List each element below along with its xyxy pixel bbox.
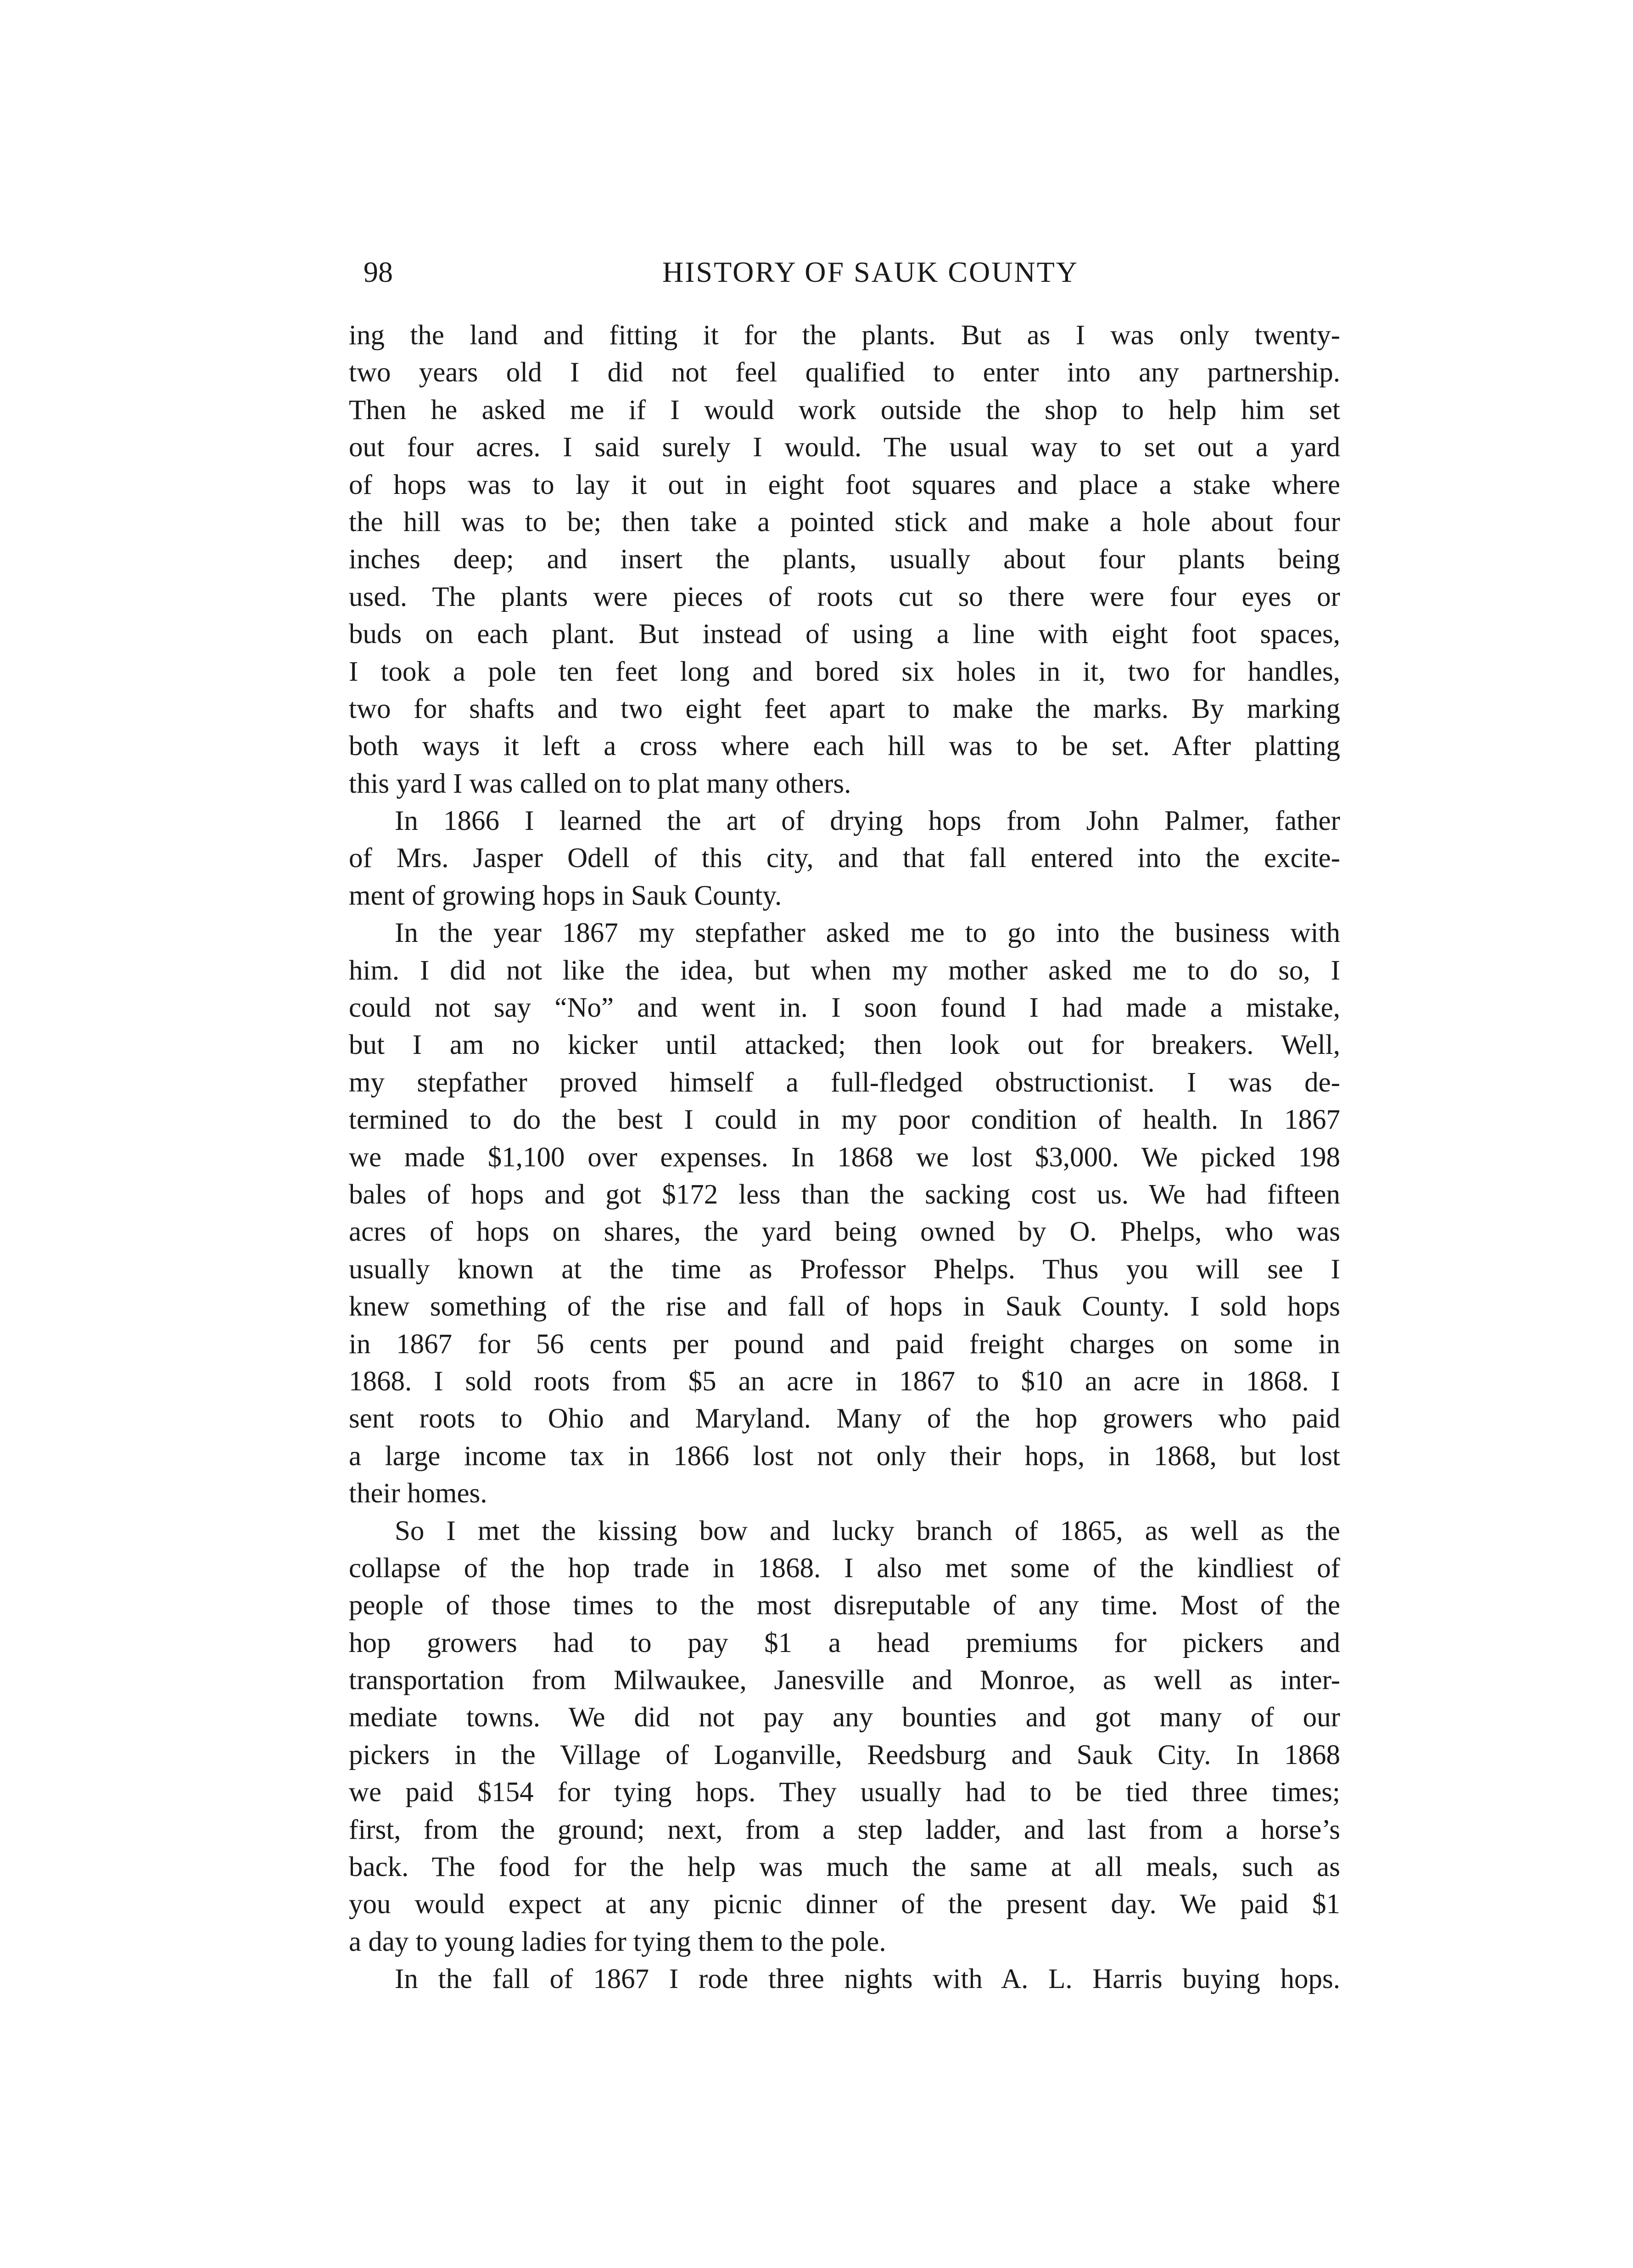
text-line: could not say “No” and went in. I soon found I had made a mistake,: [349, 992, 1340, 1024]
text-line: this yard I was called on to plat many others.: [349, 768, 851, 799]
paragraph-first-line: In the year 1867 my stepfather asked me to go into the business with: [395, 918, 1340, 949]
text-line: knew something of the rise and fall of hops in Sauk County. I sold hops: [349, 1291, 1340, 1322]
text-line: out four acres. I said surely I would. The usual way to set out a yard: [349, 432, 1340, 463]
text-line: of hops was to lay it out in eight foot squares and place a stake where: [349, 469, 1340, 500]
text-line: in 1867 for 56 cents per pound and paid freight charges on some in: [349, 1328, 1340, 1360]
text-line: first, from the ground; next, from a step ladder, and last from a horse’s: [349, 1814, 1340, 1845]
paragraph-first-line: In the fall of 1867 I rode three nights with A. L. Harris buying hops.: [395, 1964, 1340, 1995]
running-title: HISTORY OF SAUK COUNTY: [662, 256, 1079, 288]
paragraph-first-line: So I met the kissing bow and lucky branch of 1865, as well as the: [395, 1515, 1340, 1546]
text-line: hop growers had to pay $1 a head premiums for pickers and: [349, 1627, 1340, 1658]
text-line: transportation from Milwaukee, Janesville and Monroe, as well as inter-: [349, 1665, 1340, 1696]
text-line: him. I did not like the idea, but when my mother asked me to do so, I: [349, 955, 1340, 986]
text-line: Then he asked me if I would work outside the shop to help him set: [349, 394, 1340, 426]
text-line: ment of growing hops in Sauk County.: [349, 880, 782, 911]
page-number: 98: [364, 256, 393, 288]
text-line: but I am no kicker until attacked; then look out for breakers. Well,: [349, 1030, 1340, 1061]
text-line: a large income tax in 1866 lost not only their hops, in 1868, but lost: [349, 1440, 1340, 1472]
paragraph-first-line: In 1866 I learned the art of drying hops from John Palmer, father: [395, 806, 1340, 837]
text-line: pickers in the Village of Loganville, Reedsburg and Sauk City. In 1868: [349, 1739, 1340, 1770]
text-line: mediate towns. We did not pay any bounties and got many of our: [349, 1702, 1340, 1733]
text-line: used. The plants were pieces of roots cut so there were four eyes or: [349, 581, 1340, 612]
text-line: my stepfather proved himself a full-fledged obstructionist. I was de-: [349, 1067, 1340, 1098]
text-line: I took a pole ten feet long and bored six holes in it, two for handles,: [349, 656, 1340, 687]
text-line: ing the land and fitting it for the plants. But as I was only twenty-: [349, 320, 1340, 351]
text-line: the hill was to be; then take a pointed stick and make a hole about four: [349, 506, 1340, 538]
text-line: bales of hops and got $172 less than the sacking cost us. We had fifteen: [349, 1179, 1340, 1210]
page-header: [0, 252, 1633, 293]
text-line: their homes.: [349, 1478, 487, 1509]
text-line: sent roots to Ohio and Maryland. Many of the hop growers who paid: [349, 1403, 1340, 1434]
text-line: of Mrs. Jasper Odell of this city, and that fall entered into the excite-: [349, 843, 1340, 874]
text-line: inches deep; and insert the plants, usually about four plants being: [349, 544, 1340, 575]
text-line: usually known at the time as Professor Phelps. Thus you will see I: [349, 1254, 1340, 1285]
text-line: people of those times to the most disreputable of any time. Most of the: [349, 1590, 1340, 1621]
text-line: termined to do the best I could in my poor condition of health. In 1867: [349, 1104, 1340, 1136]
text-line: two for shafts and two eight feet apart to make the marks. By marking: [349, 693, 1340, 724]
text-line: a day to young ladies for tying them to the pole.: [349, 1926, 886, 1957]
text-line: back. The food for the help was much the same at all meals, such as: [349, 1852, 1340, 1883]
text-line: you would expect at any picnic dinner of the present day. We paid $1: [349, 1889, 1340, 1920]
text-line: we made $1,100 over expenses. In 1868 we lost $3,000. We picked 198: [349, 1142, 1340, 1173]
text-line: buds on each plant. But instead of using a line with eight foot spaces,: [349, 619, 1340, 650]
text-line: we paid $154 for tying hops. They usually had to be tied three times;: [349, 1777, 1340, 1808]
text-line: acres of hops on shares, the yard being owned by O. Phelps, who was: [349, 1216, 1340, 1248]
text-line: collapse of the hop trade in 1868. I also met some of the kindliest of: [349, 1552, 1340, 1584]
text-line: both ways it left a cross where each hill was to be set. After platting: [349, 731, 1340, 762]
body-text: [349, 317, 1340, 1998]
text-line: 1868. I sold roots from $5 an acre in 1867 to $10 an acre in 1868. I: [349, 1366, 1340, 1397]
text-line: two years old I did not feel qualified to enter into any partnership.: [349, 357, 1340, 388]
